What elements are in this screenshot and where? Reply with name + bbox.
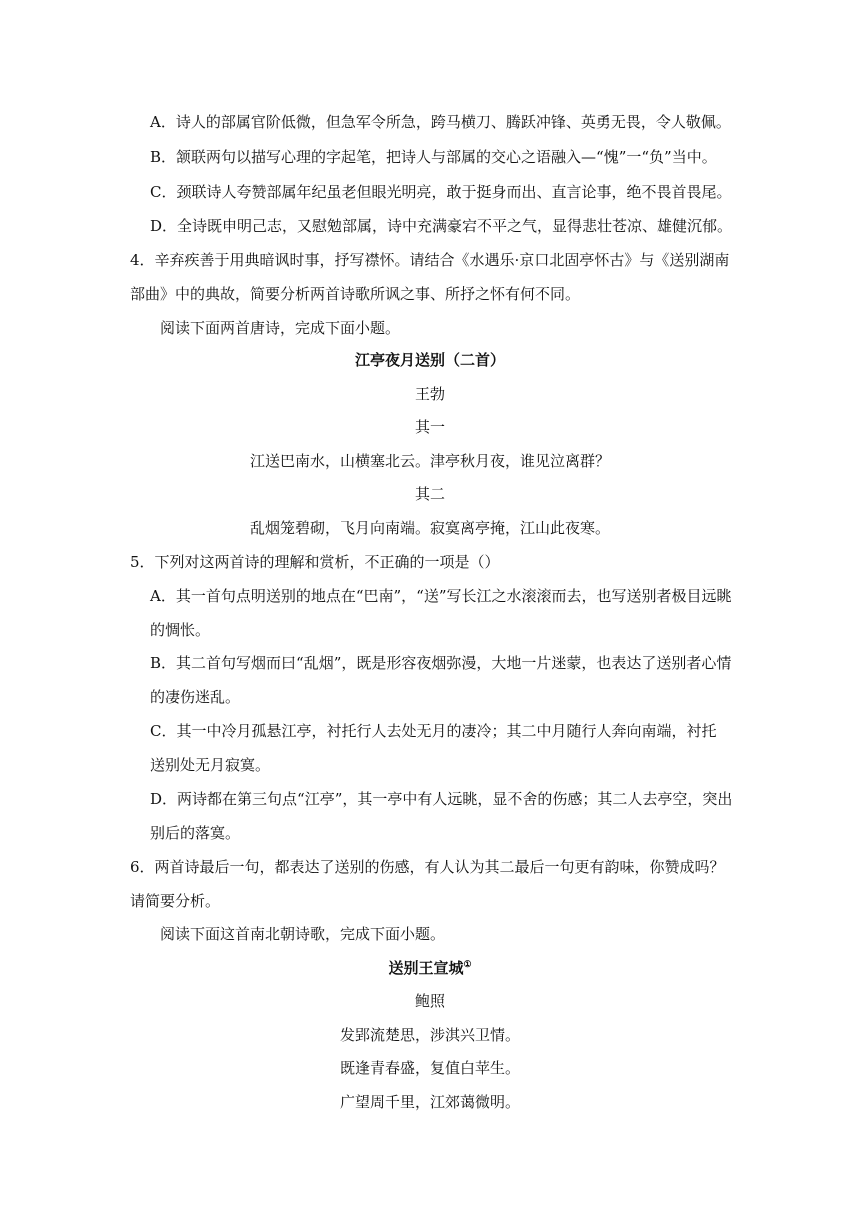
poem1-subtitle-1: 其一 [414,418,445,436]
poem2-title: 送别王宣城 [388,959,464,977]
poem2-footnote-marker: ① [463,960,472,970]
q5-option-d-line2: 别后的落寞。 [150,824,241,842]
q3-option-c: C．颈联诗人夸赞部属年纪虽老但眼光明亮，敢于挺身而出、直言论事，绝不畏首畏尾。 [150,183,732,201]
poem1-title: 江亭夜月送别（二首） [354,351,505,369]
poem2-title-line [0,958,860,981]
q3-option-b: B．颔联两句以描写心理的字起笔，把诗人与部属的交心之语融入—“愧”一“负”当中。 [150,148,717,166]
q5-option-a-line1: A．其一首句点明送别的地点在“巴南”，“送”写长江之水滚滚而去，也写送别者极目远眺 [150,587,732,605]
q5-stem: 5．下列对这两首诗的理解和赏析，不正确的一项是（） [130,553,500,571]
q4-stem-line2: 部曲》中的典故，简要分析两首诗歌所讽之事、所抒之怀有何不同。 [130,285,581,303]
q5-option-a-line2: 的惆怅。 [150,621,211,639]
poem2-line-3: 广望周千里，江郊蔼微明。 [339,1093,520,1111]
poem2-author: 鲍照 [414,992,445,1010]
q4-stem-line1: 4．辛弃疾善于用典暗讽时事，抒写襟怀。请结合《水遇乐·京口北固亭怀古》与《送别湖南 [130,251,730,269]
poem2-line-2: 既逢青春盛，复值白苹生。 [339,1059,520,1077]
poem2-line-1: 发郢流楚思，涉淇兴卫情。 [339,1026,520,1044]
q3-option-a: A．诗人的部属官阶低微，但急军令所急，跨马横刀、腾跃冲锋、英勇无畏，令人敬佩。 [150,113,731,131]
q5-option-d-line1: D．两诗都在第三句点“江亭”，其一亭中有人远眺，显不舍的伤感；其二人去亭空，突出 [150,790,733,808]
q5-option-c-line2: 送别处无月寂寞。 [150,756,271,774]
poem1-subtitle-2: 其二 [414,485,445,503]
q5-option-b-line1: B．其二首句写烟而曰“乱烟”，既是形容夜烟弥漫，大地一片迷蒙，也表达了送别者心情 [150,654,732,672]
q6-stem-line1: 6．两首诗最后一句，都表达了送别的伤感，有人认为其二最后一句更有韵味，你赞成吗？ [130,858,725,876]
poem1-text-1: 江送巴南水，山横塞北云。津亭秋月夜，谁见泣离群？ [249,452,610,470]
poem1-author: 王勃 [414,385,445,403]
q6-stem-line2: 请简要分析。 [130,892,221,910]
poem1-text-2: 乱烟笼碧砌，飞月向南端。寂寞离亭掩，江山此夜寒。 [249,519,610,537]
q3-option-d: D．全诗既申明己志，又慰勉部属，诗中充满豪宕不平之气，显得悲壮苍凉、雄健沉郁。 [150,217,733,235]
reading-instruction-2: 阅读下面这首南北朝诗歌，完成下面小题。 [160,925,446,943]
q5-option-c-line1: C．其一中冷月孤悬江亭，衬托行人去处无月的凄冷；其二中月随行人奔向南端，衬托 [150,722,717,740]
q5-option-b-line2: 的凄伤迷乱。 [150,688,241,706]
reading-instruction-1: 阅读下面两首唐诗，完成下面小题。 [160,319,401,337]
